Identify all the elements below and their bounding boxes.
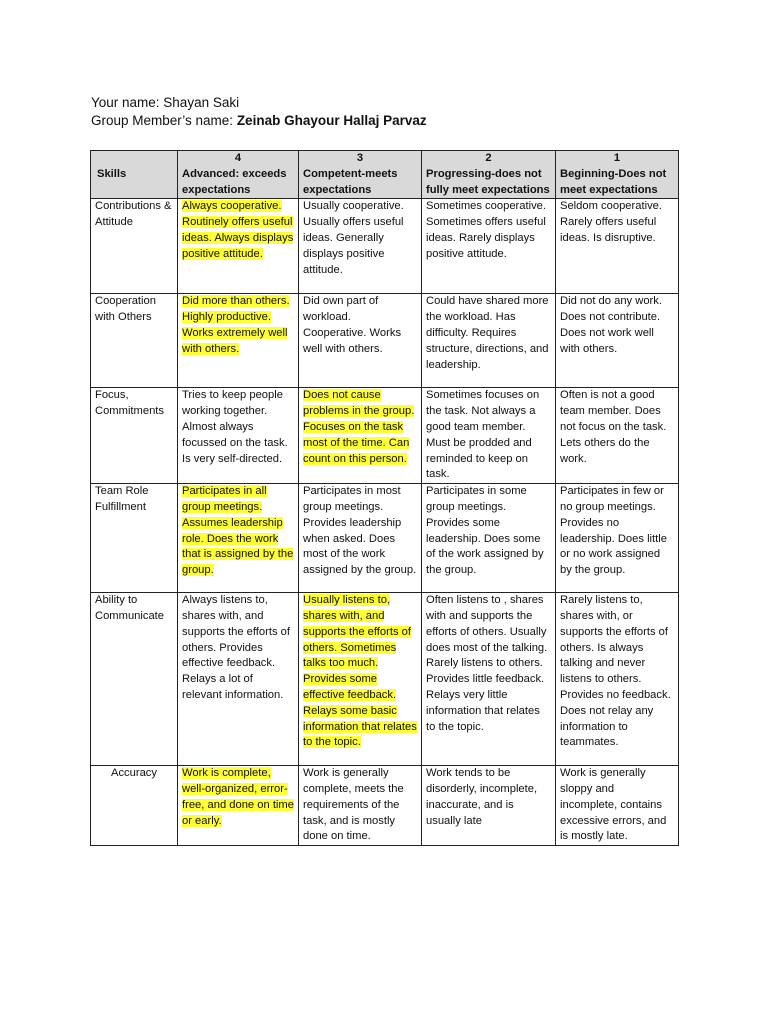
- header-cell-score-3: [299, 151, 422, 199]
- score-label: 4: [234, 152, 242, 164]
- skill-cell: Team Role Fulfillment: [91, 484, 178, 593]
- rubric-cell: [299, 388, 422, 484]
- rubric-cell: Seldom cooperative. Rarely offers useful ideas. Is disruptive.: [556, 199, 679, 294]
- rubric-cell: Always listens to, shares with, and supports the efforts of others. Provides effective feedback. Relays a lot of relevant information.: [178, 593, 299, 766]
- table-row: [91, 294, 679, 388]
- group-member-value: Zeinab Ghayour Hallaj Parvaz: [236, 113, 427, 128]
- rubric-cell: Participates in most group meetings. Provides leadership when asked. Does most of the work assigned by the group.: [299, 484, 422, 593]
- skill-cell: Ability to Communicate: [91, 593, 178, 766]
- rubric-cell: Sometimes cooperative. Sometimes offers useful ideas. Rarely displays positive attitude.: [422, 199, 556, 294]
- header-cell-score-1: [556, 151, 679, 199]
- table-row: [91, 388, 679, 484]
- rubric-cell: Rarely listens to, shares with, or supports the efforts of others. Is always talking and never listens to others. Provides no feedback. Does not relay any information to teammates.: [556, 593, 679, 766]
- rubric-cell: [178, 199, 299, 294]
- highlighted-text: Work is complete, well-organized, error-free, and done on time or early.: [182, 767, 294, 827]
- header-cell-score-2: [422, 151, 556, 199]
- document-header: [91, 94, 427, 130]
- rubric-cell: [178, 294, 299, 388]
- highlighted-text: Participates in all group meetings. Assumes leadership role. Does the work that is assigned by the group.: [182, 485, 294, 577]
- rubric-cell: Participates in few or no group meetings. Provides no leadership. Does little or no work assigned by the group.: [556, 484, 679, 593]
- skill-cell: Accuracy: [91, 766, 178, 846]
- table-row: [91, 199, 679, 294]
- level-label: Beginning-Does not meet expectations: [560, 167, 667, 196]
- rubric-cell: [178, 484, 299, 593]
- level-label: Advanced: exceeds expectations: [182, 167, 287, 196]
- rubric-cell: Tries to keep people working together. Almost always focussed on the task. Is very self-directed.: [178, 388, 299, 484]
- rubric-cell: Participates in some group meetings. Provides some leadership. Does some of the work assigned by the group.: [422, 484, 556, 593]
- rubric-cell: Often listens to , shares with and supports the efforts of others. Usually does most of the talking. Rarely listens to others. Provides little feedback. Relays very little information that relates to the topic.: [422, 593, 556, 766]
- rubric-cell: Work is generally complete, meets the requirements of the task, and is mostly done on time.: [299, 766, 422, 846]
- rubric-cell: [299, 593, 422, 766]
- rubric-table: [90, 150, 679, 846]
- rubric-header-row: [91, 151, 679, 199]
- table-row: [91, 766, 679, 846]
- rubric-cell: [178, 766, 299, 846]
- rubric-cell: Could have shared more the workload. Has difficulty. Requires structure, directions, and leadership.: [422, 294, 556, 388]
- skill-cell: Cooperation with Others: [91, 294, 178, 388]
- table-row: [91, 484, 679, 593]
- group-member-label: Group Member’s name:: [91, 113, 237, 128]
- rubric-cell: Did own part of workload. Cooperative. Works well with others.: [299, 294, 422, 388]
- skill-cell: Contributions & Attitude: [91, 199, 178, 294]
- header-cell-skills: Skills: [91, 151, 178, 199]
- your-name-line: Your name: Shayan Saki: [91, 95, 240, 110]
- rubric-cell: Work tends to be disorderly, incomplete, inaccurate, and is usually late: [422, 766, 556, 846]
- rubric-cell: Usually cooperative. Usually offers useful ideas. Generally displays positive attitude.: [299, 199, 422, 294]
- table-row: [91, 593, 679, 766]
- highlighted-text: Usually listens to, shares with, and supports the efforts of others. Sometimes talks too much. Provides some effective feedback. Relays some basic information that relates to the topic.: [303, 594, 417, 749]
- rubric-cell: Did not do any work. Does not contribute. Does not work well with others.: [556, 294, 679, 388]
- group-member-line: [91, 112, 427, 130]
- highlighted-text: Does not cause problems in the group. Focuses on the task most of the time. Can count on this person.: [303, 389, 415, 465]
- rubric-cell: Often is not a good team member. Does not focus on the task. Lets others do the work.: [556, 388, 679, 484]
- score-label: 1: [613, 152, 621, 164]
- level-label: Competent-meets expectations: [303, 167, 398, 196]
- header-cell-score-4: [178, 151, 299, 199]
- rubric-cell: Work is generally sloppy and incomplete, contains excessive errors, and is mostly late.: [556, 766, 679, 846]
- score-label: 2: [485, 152, 492, 164]
- score-label: 3: [356, 152, 364, 164]
- skill-cell: Focus, Commitments: [91, 388, 178, 484]
- highlighted-text: Always cooperative. Routinely offers useful ideas. Always displays positive attitude.: [182, 200, 294, 260]
- level-label: Progressing-does not fully meet expectations: [426, 167, 550, 196]
- rubric-cell: Sometimes focuses on the task. Not always a good team member. Must be prodded and reminded to keep on task.: [422, 388, 556, 484]
- highlighted-text: Did more than others. Highly productive. Works extremely well with others.: [182, 295, 290, 355]
